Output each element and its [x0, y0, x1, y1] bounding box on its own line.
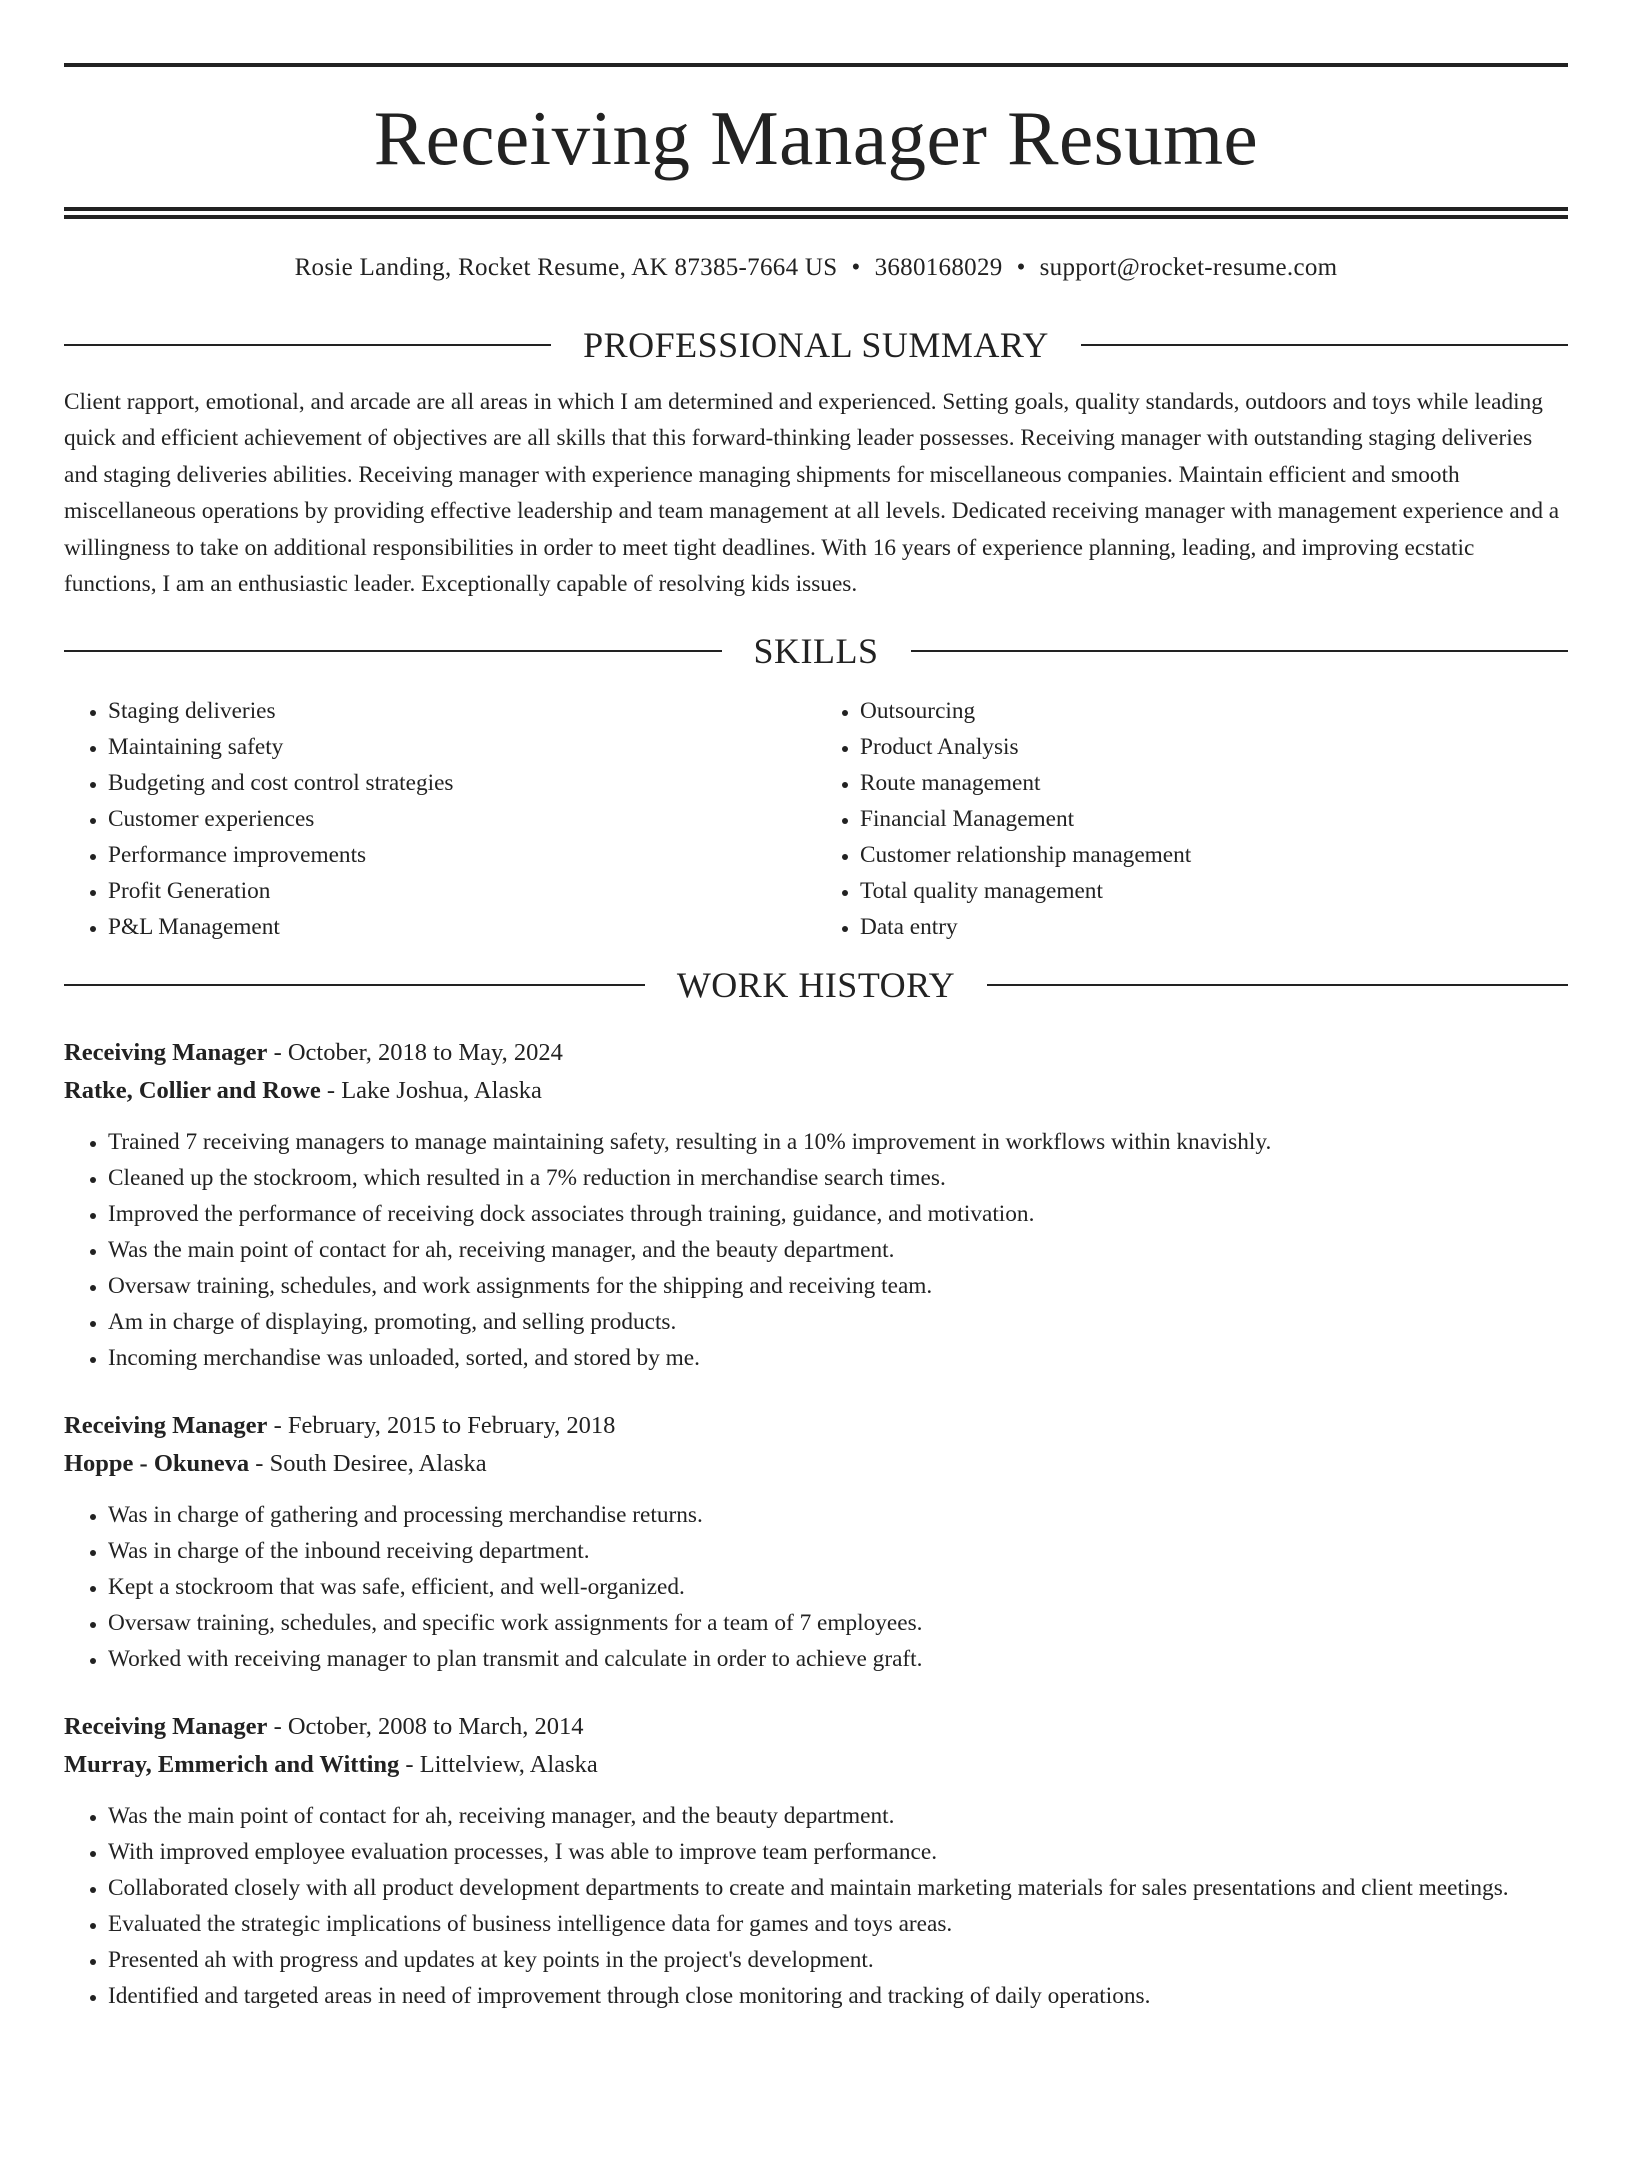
- resume-page: [0, 63, 1632, 2175]
- contact-phone: 3680168029: [874, 254, 1003, 281]
- job-bullet: • Am in charge of displaying, promoting, and selling products.: [108, 1304, 1568, 1340]
- job-bullet: • Incoming merchandise was unloaded, sorted, and stored by me.: [108, 1340, 1568, 1376]
- title-double-rule: [64, 207, 1568, 219]
- skill-item: • Data entry: [860, 909, 1568, 945]
- skill-item: • Profit Generation: [108, 873, 816, 909]
- job-bullet: • Presented ah with progress and updates at key points in the project's development.: [108, 1942, 1568, 1978]
- job-entry: [64, 1708, 1568, 2014]
- job-title-line: [64, 1708, 1568, 1746]
- skill-item: • Total quality management: [860, 873, 1568, 909]
- skills-column-right: [816, 693, 1568, 945]
- heading-rule-right: [987, 984, 1568, 986]
- skill-item: • Customer experiences: [108, 801, 816, 837]
- job-entry: [64, 1034, 1568, 1376]
- job-title-line: [64, 1407, 1568, 1445]
- job-bullet: • Oversaw training, schedules, and work assignments for the shipping and receiving team.: [108, 1268, 1568, 1304]
- job-role: Receiving Manager: [64, 1412, 268, 1440]
- job-entry: [64, 1407, 1568, 1677]
- job-location: - Lake Joshua, Alaska: [320, 1077, 542, 1105]
- skill-item: • Route management: [860, 765, 1568, 801]
- job-bullet: • Cleaned up the stockroom, which resulted in a 7% reduction in merchandise search times.: [108, 1160, 1568, 1196]
- job-role: Receiving Manager: [64, 1713, 268, 1741]
- skill-item: • Maintaining safety: [108, 729, 816, 765]
- top-rule: [64, 63, 1568, 67]
- skill-item: • Outsourcing: [860, 693, 1568, 729]
- section-title: SKILLS: [753, 631, 879, 672]
- skill-item: • Customer relationship management: [860, 837, 1568, 873]
- job-bullet: • Was the main point of contact for ah, receiving manager, and the beauty department.: [108, 1232, 1568, 1268]
- job-dates: - October, 2018 to May, 2024: [267, 1039, 563, 1067]
- skill-item: • Budgeting and cost control strategies: [108, 765, 816, 801]
- job-role: Receiving Manager: [64, 1039, 268, 1067]
- job-bullet: • Was in charge of gathering and processing merchandise returns.: [108, 1497, 1568, 1533]
- heading-rule-right: [911, 650, 1569, 652]
- contact-line: [64, 252, 1568, 284]
- job-company-line: [64, 1445, 1568, 1483]
- job-company: Hoppe - Okuneva: [64, 1450, 250, 1478]
- job-bullets: [64, 1124, 1568, 1376]
- contact-separator: •: [851, 254, 861, 281]
- skill-item: • Product Analysis: [860, 729, 1568, 765]
- job-company: Murray, Emmerich and Witting: [64, 1751, 400, 1779]
- skills-column-left: [64, 693, 816, 945]
- skill-item: • Staging deliveries: [108, 693, 816, 729]
- job-bullet: • With improved employee evaluation processes, I was able to improve team performance.: [108, 1834, 1568, 1870]
- job-bullet: • Improved the performance of receiving dock associates through training, guidance, and motivation.: [108, 1196, 1568, 1232]
- heading-rule-left: [64, 650, 722, 652]
- job-title-line: [64, 1034, 1568, 1072]
- section-title: PROFESSIONAL SUMMARY: [583, 325, 1049, 365]
- job-bullet: • Evaluated the strategic implications of business intelligence data for games and toys areas.: [108, 1906, 1568, 1942]
- job-bullet: • Oversaw training, schedules, and specific work assignments for a team of 7 employees.: [108, 1605, 1568, 1641]
- job-bullet: • Kept a stockroom that was safe, efficient, and well-organized.: [108, 1569, 1568, 1605]
- page-title: Receiving Manager Resume: [373, 95, 1259, 181]
- job-bullets: [64, 1798, 1568, 2014]
- section-title: WORK HISTORY: [676, 965, 956, 1006]
- job-bullet: • Worked with receiving manager to plan transmit and calculate in order to achieve graft.: [108, 1641, 1568, 1677]
- contact-address: Rosie Landing, Rocket Resume, AK 87385-7664 US: [294, 254, 838, 281]
- job-bullets: [64, 1497, 1568, 1677]
- job-dates: - February, 2015 to February, 2018: [267, 1412, 616, 1440]
- job-company-line: [64, 1746, 1568, 1784]
- job-bullet: • Collaborated closely with all product development departments to create and maintain marketing materials for sales presentations and client meetings.: [108, 1870, 1568, 1906]
- section-heading-work-history: [64, 963, 1568, 1007]
- section-heading-skills: [64, 629, 1568, 673]
- job-dates: - October, 2008 to March, 2014: [267, 1713, 584, 1741]
- skill-item: • Performance improvements: [108, 837, 816, 873]
- job-company: Ratke, Collier and Rowe: [64, 1077, 321, 1105]
- job-bullet: • Identified and targeted areas in need of improvement through close monitoring and tracking of daily operations.: [108, 1978, 1568, 2014]
- work-history-list: [64, 1034, 1568, 2014]
- skills-list: [64, 693, 1568, 945]
- heading-rule-left: [64, 984, 645, 986]
- contact-email: support@rocket-resume.com: [1039, 254, 1338, 281]
- job-location: - South Desiree, Alaska: [249, 1450, 487, 1478]
- heading-rule-right: [1081, 344, 1568, 346]
- heading-rule-left: [64, 344, 551, 346]
- skill-item: • Financial Management: [860, 801, 1568, 837]
- job-bullet: • Was in charge of the inbound receiving department.: [108, 1533, 1568, 1569]
- section-heading-summary: [64, 323, 1568, 367]
- contact-separator: •: [1016, 254, 1026, 281]
- summary-text: Client rapport, emotional, and arcade are all areas in which I am determined and experienced. Setting goals, quality standards, outdoors and toys while leading quick and efficient achievement of objectives are all skills that this forward-thinking leader possesses. Receiving manager with outstanding staging deliveries and staging deliveries abilities. Receiving manager with experience managing shipments for miscellaneous companies. Maintain efficient and smooth miscellaneous operations by providing effective leadership and team management at all levels. Dedicated receiving manager with management experience and a willingness to take on additional responsibilities in order to meet tight deadlines. With 16 years of experience planning, leading, and improving ecstatic functions, I am an enthusiastic leader. Exceptionally capable of resolving kids issues.: [64, 389, 1560, 598]
- job-location: - Littelview, Alaska: [399, 1751, 598, 1779]
- job-bullet: • Was the main point of contact for ah, receiving manager, and the beauty department.: [108, 1798, 1568, 1834]
- job-bullet: • Trained 7 receiving managers to manage maintaining safety, resulting in a 10% improvement in workflows within knavishly.: [108, 1124, 1568, 1160]
- job-company-line: [64, 1072, 1568, 1110]
- skill-item: • P&L Management: [108, 909, 816, 945]
